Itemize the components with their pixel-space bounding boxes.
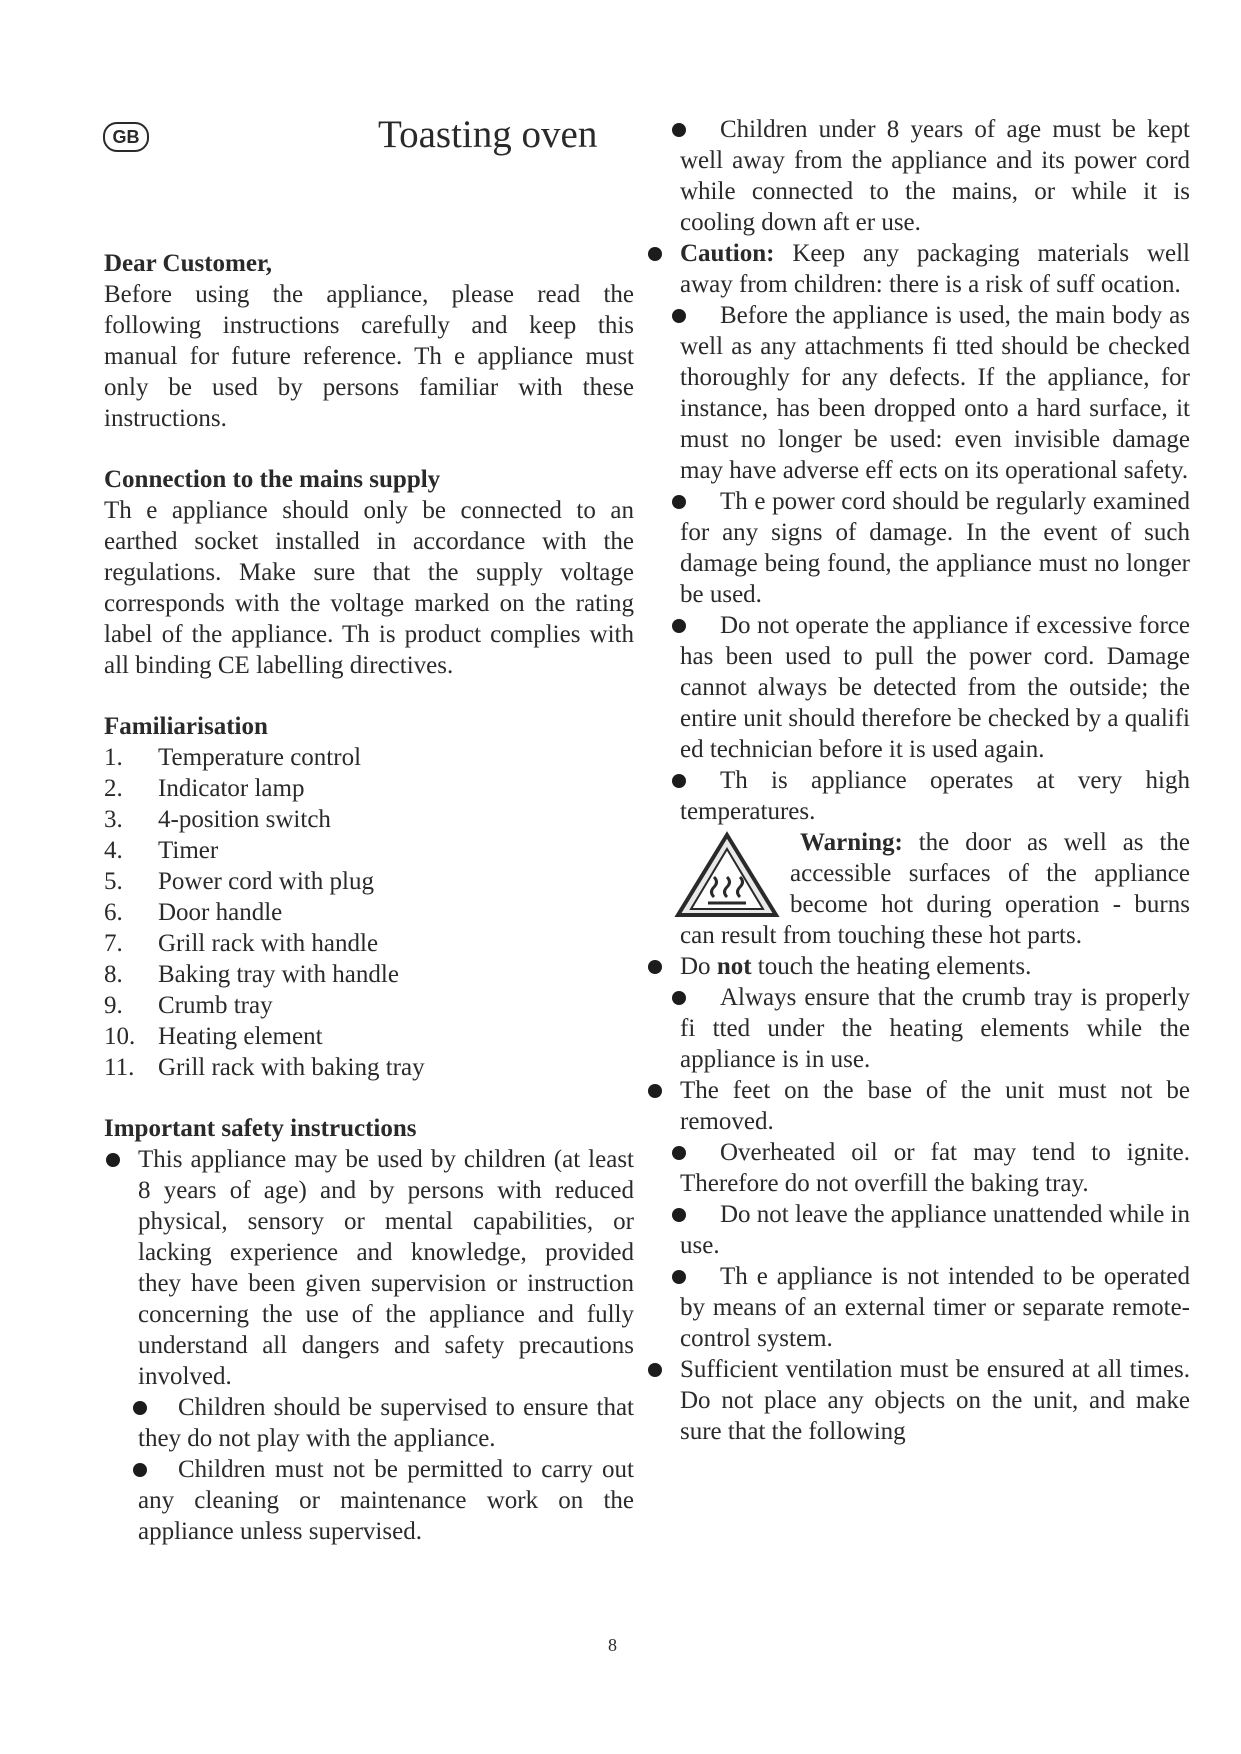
bullet-icon [106,1153,120,1167]
item-number: 1. [104,744,123,771]
language-badge: GB [103,122,149,152]
item-number: 6. [104,899,123,926]
safety-bullet: Before the appliance is used, the main body as well as any attachments fi tted should be checked thoroughly for any defects. If the appliance, for instance, has been dropped onto a hard surface, it must no longer be used: even invisible damage may have adverse eff ects on its operational safety. [650,300,1190,486]
right-column [650,114,1190,1447]
item-label: Heating element [158,1023,323,1050]
safety-bullet: Th e power cord should be regularly examined for any signs of damage. In the event of such damage being found, the appliance must no longer be used. [650,486,1190,610]
list-item [104,897,634,928]
list-item [104,928,634,959]
item-label: Temperature control [158,744,362,771]
list-item [104,773,634,804]
caution-label: Caution: [680,240,775,267]
mains-text: Th e appliance should only be connected to an earthed socket installed in accordance with the regulations. Make sure that the supply voltage corresponds with the voltage marked on the rating label of the appliance. Th is product complies with all binding CE labelling directives. [104,497,634,679]
safety-bullet: Children should be supervised to ensure that they do not play with the appliance. [104,1392,634,1454]
left-column [104,248,634,1547]
list-item [104,742,634,773]
safety-bullet: Children under 8 years of age must be kept well away from the appliance and its power cord while connected to the mains, or while it is cooling down aft er use. [650,114,1190,238]
safety-heading: Important safety instructions [104,1115,417,1142]
item-label: Door handle [158,899,283,926]
item-number: 9. [104,992,123,1019]
item-number: 10. [104,1023,136,1050]
item-number: 4. [104,837,123,864]
bullet-icon [133,1463,147,1477]
safety-bullet: Do not operate the appliance if excessive force has been used to pull the power cord. Damage cannot always be detected from the outside; the entire unit should therefore be checked by a qualifi ed technician before it is used again. [650,610,1190,765]
item-label: Power cord with plug [158,868,374,895]
intro-heading: Dear Customer, [104,250,273,277]
list-item [104,990,634,1021]
page-title: Toasting oven [378,113,598,156]
safety-bullet: Sufficient ventilation must be ensured at all times. Do not place any objects on the unit, and make sure that the following [650,1354,1190,1447]
safety-bullet: Do not leave the appliance unattended while in use. [650,1199,1190,1261]
item-number: 2. [104,775,123,802]
list-item [104,1021,634,1052]
parts-list [104,742,634,1083]
safety-bullet: The feet on the base of the unit must not be removed. [650,1075,1190,1137]
bullet-icon [672,1146,686,1160]
familiarisation-section [104,711,634,1083]
safety-bullet: Children must not be permitted to carry out any cleaning or maintenance work on the appliance unless supervised. [104,1454,634,1547]
list-item [104,959,634,990]
safety-bullet: Always ensure that the crumb tray is properly fi tted under the heating elements while the appliance is in use. [650,982,1190,1075]
bullet-icon [648,247,662,261]
bullet-icon [672,991,686,1005]
warning-label: Warning: [800,829,903,856]
hot-surface-warning: Warning: the door as well as the accessible surfaces of the appliance become hot during operation - burns can result from touching these hot parts. [650,827,1190,951]
safety-bullet: Overheated oil or fat may tend to ignite. Therefore do not overfill the baking tray. [650,1137,1190,1199]
safety-bullet: Th e appliance is not intended to be operated by means of an external timer or separate remote-control system. [650,1261,1190,1354]
list-item [104,804,634,835]
item-label: 4-position switch [158,806,331,833]
bullet-icon [672,774,686,788]
item-label: Indicator lamp [158,775,305,802]
bullet-icon [672,619,686,633]
bullet-icon [133,1401,147,1415]
list-item [104,835,634,866]
safety-bullet: This appliance may be used by children (at least 8 years of age) and by persons with reduced physical, sensory or mental capabilities, or lacking experience and knowledge, provided they have been given supervision or instruction concerning the use of the appliance and fully understand all dangers and safety precautions involved. [104,1144,634,1392]
item-label: Crumb tray [158,992,273,1019]
safety-bullet: Th is appliance operates at very high temperatures. [650,765,1190,827]
bullet-icon [672,123,686,137]
page-number: 8 [608,1635,617,1655]
bullet-icon [672,1270,686,1284]
intro-text: Before using the appliance, please read the following instructions carefully and keep this manual for future reference. Th e appliance must only be used by persons familiar with these instructions. [104,281,634,432]
item-number: 11. [104,1054,135,1081]
item-label: Timer [158,837,219,864]
item-label: Grill rack with baking tray [158,1054,425,1081]
item-number: 3. [104,806,123,833]
bullet-icon [648,960,662,974]
list-item [104,1052,634,1083]
bullet-icon [672,309,686,323]
safety-bullet: Do not touch the heating elements. [650,951,1190,982]
item-label: Baking tray with handle [158,961,399,988]
familiarisation-heading: Familiarisation [104,713,268,740]
item-number: 8. [104,961,123,988]
caution-bullet: Caution: Keep any packaging materials well away from children: there is a risk of suff ocation. [650,238,1190,300]
item-number: 5. [104,868,123,895]
mains-heading: Connection to the mains supply [104,466,441,493]
item-number: 7. [104,930,123,957]
hot-surface-warning-icon [674,831,780,919]
bullet-icon [672,495,686,509]
safety-section [104,1113,634,1547]
bullet-icon [648,1084,662,1098]
mains-section [104,464,634,681]
item-label: Grill rack with handle [158,930,379,957]
bullet-icon [672,1208,686,1222]
bullet-icon [648,1363,662,1377]
intro-section [104,248,634,434]
list-item [104,866,634,897]
